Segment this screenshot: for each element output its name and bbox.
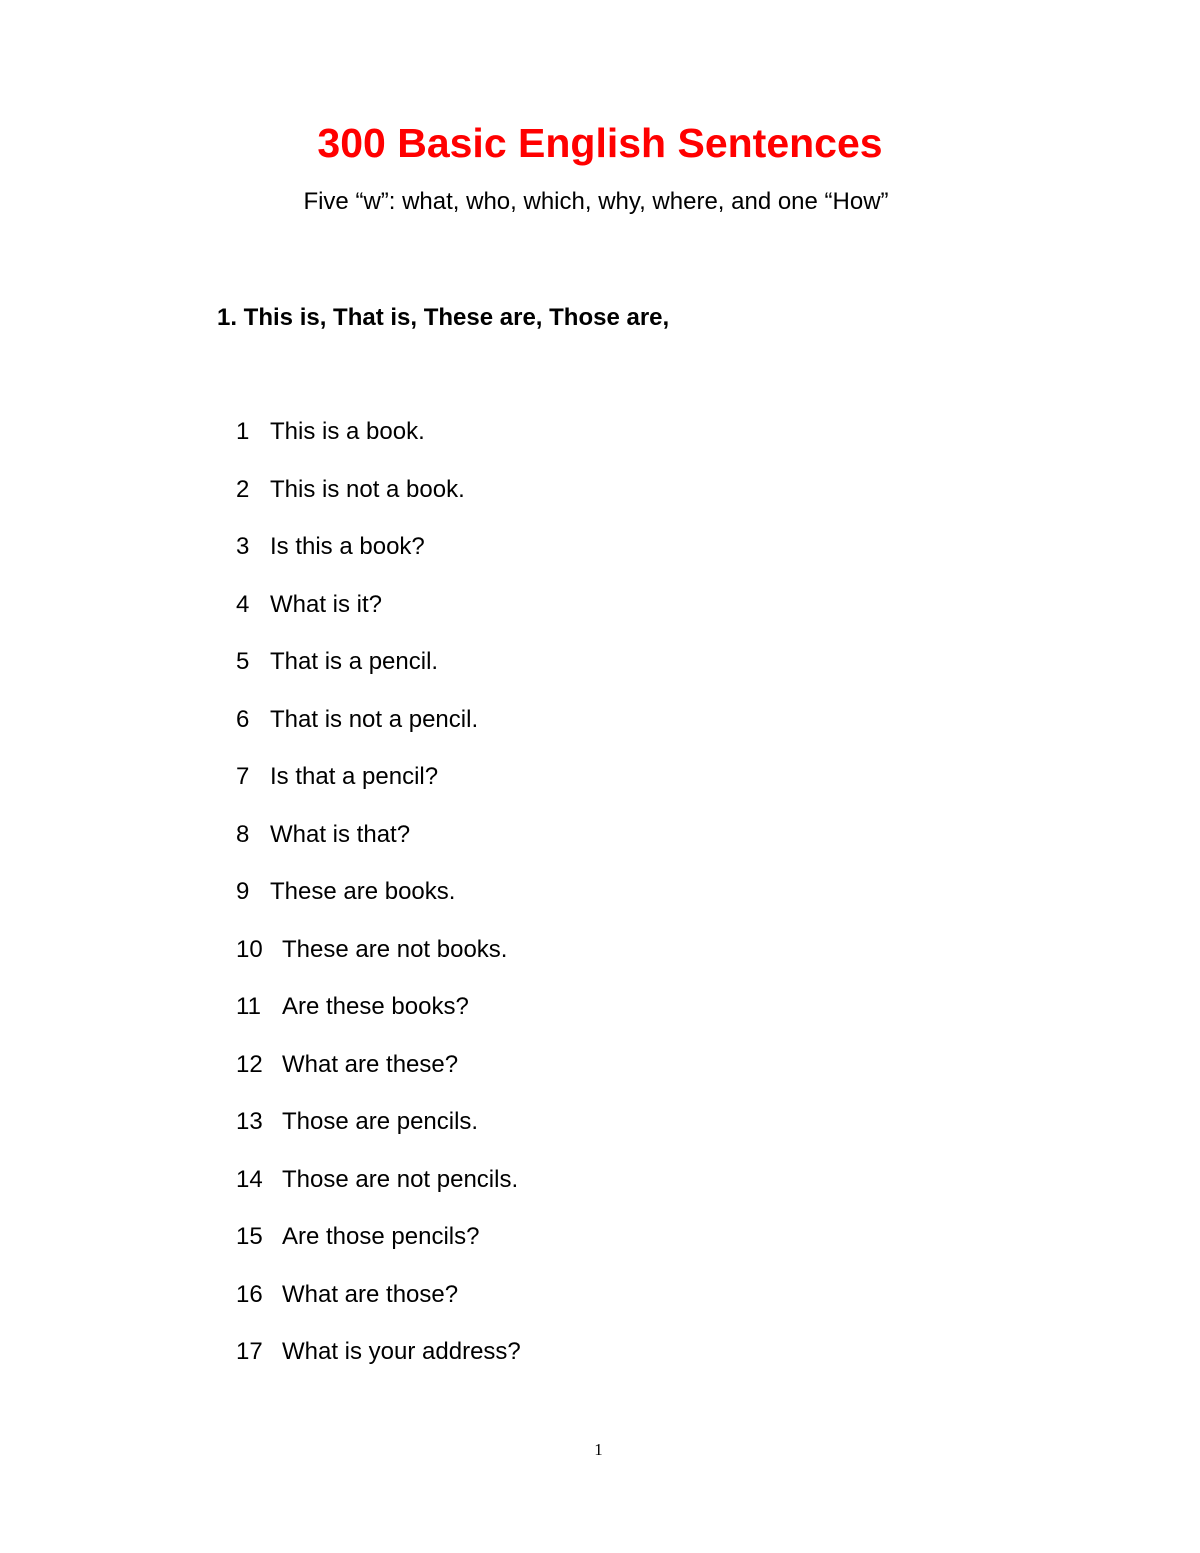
sentence-item	[236, 1049, 521, 1107]
sentence-number: 7	[236, 763, 250, 790]
sentence-text: What is it?	[270, 590, 383, 618]
sentence-item	[236, 646, 521, 704]
sentence-text: Are these books?	[282, 993, 469, 1020]
sentence-number: 4	[236, 590, 250, 618]
sentence-number: 8	[236, 820, 250, 848]
sentence-item	[236, 934, 521, 992]
sentence-number: 10	[236, 935, 263, 963]
sentence-number: 17	[236, 1338, 263, 1365]
sentence-text: What are those?	[282, 1280, 459, 1308]
sentence-number: 9	[236, 878, 250, 905]
sentence-text: Is this a book?	[270, 533, 425, 560]
sentence-item	[236, 416, 521, 474]
sentence-text: What is that?	[270, 820, 411, 848]
sentence-item	[236, 819, 521, 877]
page-subtitle: Five “w”: what, who, which, why, where, and one “How”	[303, 188, 889, 215]
sentence-item	[236, 761, 521, 819]
sentence-text: What is your address?	[282, 1338, 521, 1365]
sentence-text: This is not a book.	[270, 475, 465, 503]
sentence-item	[236, 876, 521, 934]
sentence-text: These are not books.	[282, 935, 508, 963]
sentence-item	[236, 704, 521, 762]
sentence-item	[236, 1221, 521, 1279]
sentence-number: 13	[236, 1108, 263, 1135]
sentence-number: 1	[236, 418, 250, 445]
sentence-item	[236, 1106, 521, 1164]
sentence-item	[236, 1336, 521, 1394]
sentence-item	[236, 1164, 521, 1222]
sentence-number: 2	[236, 475, 250, 503]
sentence-text: Those are pencils.	[282, 1108, 479, 1135]
sentence-text: Is that a pencil?	[270, 763, 439, 790]
sentence-text: These are books.	[270, 878, 456, 905]
sentence-number: 15	[236, 1223, 263, 1250]
page-number: 1	[594, 1440, 603, 1459]
sentence-item	[236, 474, 521, 532]
sentence-text: Are those pencils?	[282, 1223, 480, 1250]
sentence-number: 14	[236, 1165, 263, 1193]
page-title: 300 Basic English Sentences	[317, 120, 883, 166]
sentence-text: That is not a pencil.	[270, 705, 479, 733]
sentence-number: 6	[236, 705, 250, 733]
sentence-item	[236, 531, 521, 589]
sentence-list	[236, 416, 521, 1394]
section-heading: 1. This is, That is, These are, Those are,	[217, 304, 670, 331]
sentence-number: 16	[236, 1280, 263, 1308]
sentence-text: What are these?	[282, 1050, 459, 1078]
sentence-number: 3	[236, 533, 250, 560]
sentence-text: This is a book.	[270, 418, 425, 445]
sentence-number: 5	[236, 648, 250, 675]
sentence-item	[236, 1279, 521, 1337]
sentence-number: 11	[236, 993, 261, 1020]
sentence-text: Those are not pencils.	[282, 1165, 519, 1193]
sentence-item	[236, 991, 521, 1049]
sentence-item	[236, 589, 521, 647]
sentence-number: 12	[236, 1050, 263, 1078]
sentence-text: That is a pencil.	[270, 648, 439, 675]
